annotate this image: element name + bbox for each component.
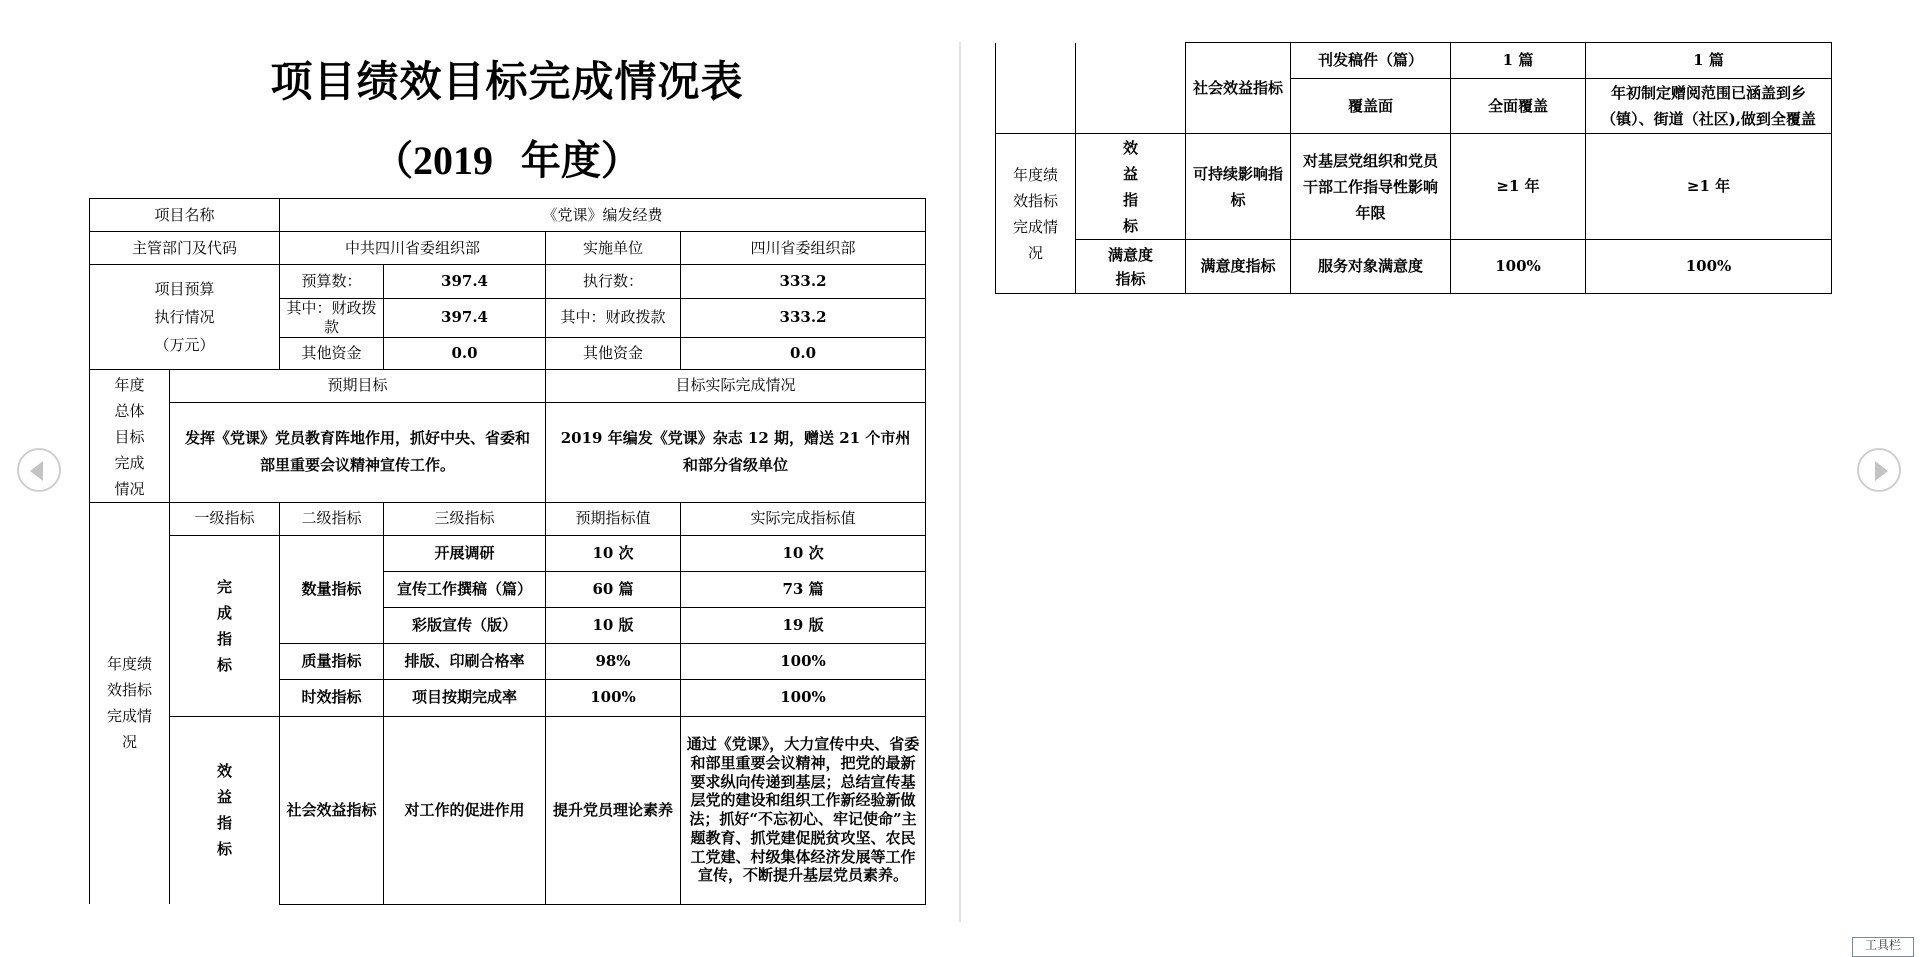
expected-goal-text: 发挥《党课》党员教育阵地作用，抓好中央、省委和部里重要会议精神宣传工作。: [170, 402, 546, 502]
actual-cell: 年初制定赠阅范围已涵盖到乡（镇）、街道（社区),做到全覆盖: [1586, 79, 1832, 134]
social-benefit-label: 社会效益指标: [280, 716, 384, 904]
quantity-indicator-label: 数量指标: [280, 535, 384, 643]
expected-cell: 10 版: [546, 607, 681, 643]
budget-right-value: 333.2: [681, 299, 926, 338]
benefit-indicator-label: [170, 716, 280, 904]
budget-left-label: 其中：财政拨款: [280, 299, 384, 338]
overall-goal-label-text: 年度总体目标完成情况: [114, 375, 145, 498]
budget-right-label: 其中：财政拨款: [546, 299, 681, 338]
header-level3: 三级指标: [384, 502, 546, 535]
chevron-right-icon: [1875, 461, 1888, 481]
expected-cell: 全面覆盖: [1451, 79, 1586, 134]
completion-indicator-label: [170, 535, 280, 716]
actual-cell: 100%: [681, 679, 926, 716]
impl-unit-label: 实施单位: [546, 232, 681, 265]
chevron-left-icon: [30, 461, 43, 481]
quality-indicator-label: 质量指标: [280, 643, 384, 679]
budget-left-value: 397.4: [384, 299, 546, 338]
table-row: [90, 535, 926, 571]
expected-cell: 10 次: [546, 535, 681, 571]
table-row: [996, 240, 1832, 294]
performance-table-part1: [89, 198, 926, 905]
level3-cell: 对工作的促进作用: [384, 716, 546, 904]
benefit-indicator-continued: [1076, 43, 1186, 134]
subtitle-suffix: 年度）: [520, 138, 641, 184]
budget-right-value: 0.0: [681, 337, 926, 369]
indicators-label-text: 年度绩效指标完成情况: [106, 654, 152, 751]
performance-table-part2: [995, 42, 1832, 294]
actual-cell: 1 篇: [1586, 43, 1832, 79]
project-name-value: 《党课》编发经费: [280, 199, 926, 232]
actual-cell: 100%: [681, 643, 926, 679]
level3-cell: 对基层党组织和党员干部工作指导性影响年限: [1291, 134, 1451, 240]
actual-goal-text: 2019 年编发《党课》杂志 12 期，赠送 21 个市州和部分省级单位: [546, 402, 926, 502]
document-page-right: [962, 0, 1920, 943]
budget-left-value: 397.4: [384, 265, 546, 299]
level3-cell: 刊发稿件（篇）: [1291, 43, 1451, 79]
benefit-indicator-label: [1076, 134, 1186, 240]
expected-goal-header: 预期目标: [170, 369, 546, 402]
benefit-indicator-text: 效益指标: [216, 762, 232, 859]
expected-cell: 98%: [546, 643, 681, 679]
level3-cell: 排版、印刷合格率: [384, 643, 546, 679]
benefit-indicator-text: 效益指标: [1122, 138, 1138, 235]
toolbar-button[interactable]: 工具栏: [1852, 937, 1914, 957]
dept-value: 中共四川省委组织部: [280, 232, 546, 265]
table-row: [996, 43, 1832, 79]
indicators-label: [90, 502, 170, 904]
satisfaction-indicator-text: 满意度指标: [1107, 245, 1153, 288]
level3-cell: 覆盖面: [1291, 79, 1451, 134]
actual-cell: 19 版: [681, 607, 926, 643]
expected-cell: ≥1 年: [1451, 134, 1586, 240]
header-expected: 预期指标值: [546, 502, 681, 535]
header-level1: 一级指标: [170, 502, 280, 535]
budget-right-label: 执行数：: [546, 265, 681, 299]
budget-label-line3: （万元）: [154, 335, 215, 354]
actual-cell-long: 通过《党课》，大力宣传中央、省委和部里重要会议精神，把党的最新要求纵向传递到基层；总结宣传基层党的建设和组织工作新经验新做法；抓好“不忘初心、牢记使命”主题教育、抓党建促脱贫攻坚、农民工党建、村级集体经济发展等工作宣传，不断提升基层党员素养。: [681, 716, 926, 904]
expected-cell: 提升党员理论素养: [546, 716, 681, 904]
social-benefit-label: 社会效益指标: [1186, 43, 1291, 134]
actual-goal-header: 目标实际完成情况: [546, 369, 926, 402]
level3-cell: 彩版宣传（版）: [384, 607, 546, 643]
next-page-button[interactable]: [1857, 448, 1901, 492]
indicators-label: [996, 134, 1076, 294]
document-page-left: [0, 0, 958, 943]
page-title: 项目绩效目标完成情况表: [270, 57, 744, 106]
project-name-label: 项目名称: [90, 199, 280, 232]
budget-left-label: 其他资金: [280, 337, 384, 369]
indicators-label-text: 年度绩效指标完成情况: [1012, 165, 1058, 262]
satisfaction-l2-label: 满意度指标: [1186, 240, 1291, 294]
previous-page-button[interactable]: [17, 448, 61, 492]
expected-cell: 100%: [1451, 240, 1586, 294]
level3-cell: 宣传工作撰稿（篇）: [384, 571, 546, 607]
table-row: [90, 716, 926, 904]
expected-cell: 60 篇: [546, 571, 681, 607]
sustain-indicator-label: 可持续影响指标: [1186, 134, 1291, 240]
budget-left-label: 预算数：: [280, 265, 384, 299]
table-row: [996, 134, 1832, 240]
level3-cell: 开展调研: [384, 535, 546, 571]
subtitle-year: （2019: [373, 138, 494, 183]
completion-indicator-text: 完成指标: [216, 577, 232, 674]
indicators-label-continued: [996, 43, 1076, 134]
satisfaction-indicator-label: [1076, 240, 1186, 294]
budget-right-value: 333.2: [681, 265, 926, 299]
page-divider: [959, 42, 961, 922]
budget-label-line1: 项目预算: [154, 279, 215, 298]
actual-cell: 100%: [1586, 240, 1832, 294]
level3-cell: 服务对象满意度: [1291, 240, 1451, 294]
budget-left-value: 0.0: [384, 337, 546, 369]
actual-cell: 10 次: [681, 535, 926, 571]
actual-cell: 73 篇: [681, 571, 926, 607]
budget-right-label: 其他资金: [546, 337, 681, 369]
page-subtitle: [89, 132, 925, 190]
budget-label: [90, 265, 280, 370]
level3-cell: 项目按期完成率: [384, 679, 546, 716]
expected-cell: 100%: [546, 679, 681, 716]
header-level2: 二级指标: [280, 502, 384, 535]
actual-cell: ≥1 年: [1586, 134, 1832, 240]
expected-cell: 1 篇: [1451, 43, 1586, 79]
impl-unit-value: 四川省委组织部: [681, 232, 926, 265]
timeliness-indicator-label: 时效指标: [280, 679, 384, 716]
overall-goal-label: [90, 369, 170, 502]
header-actual: 实际完成指标值: [681, 502, 926, 535]
budget-label-line2: 执行情况: [154, 307, 215, 326]
dept-label: 主管部门及代码: [90, 232, 280, 265]
